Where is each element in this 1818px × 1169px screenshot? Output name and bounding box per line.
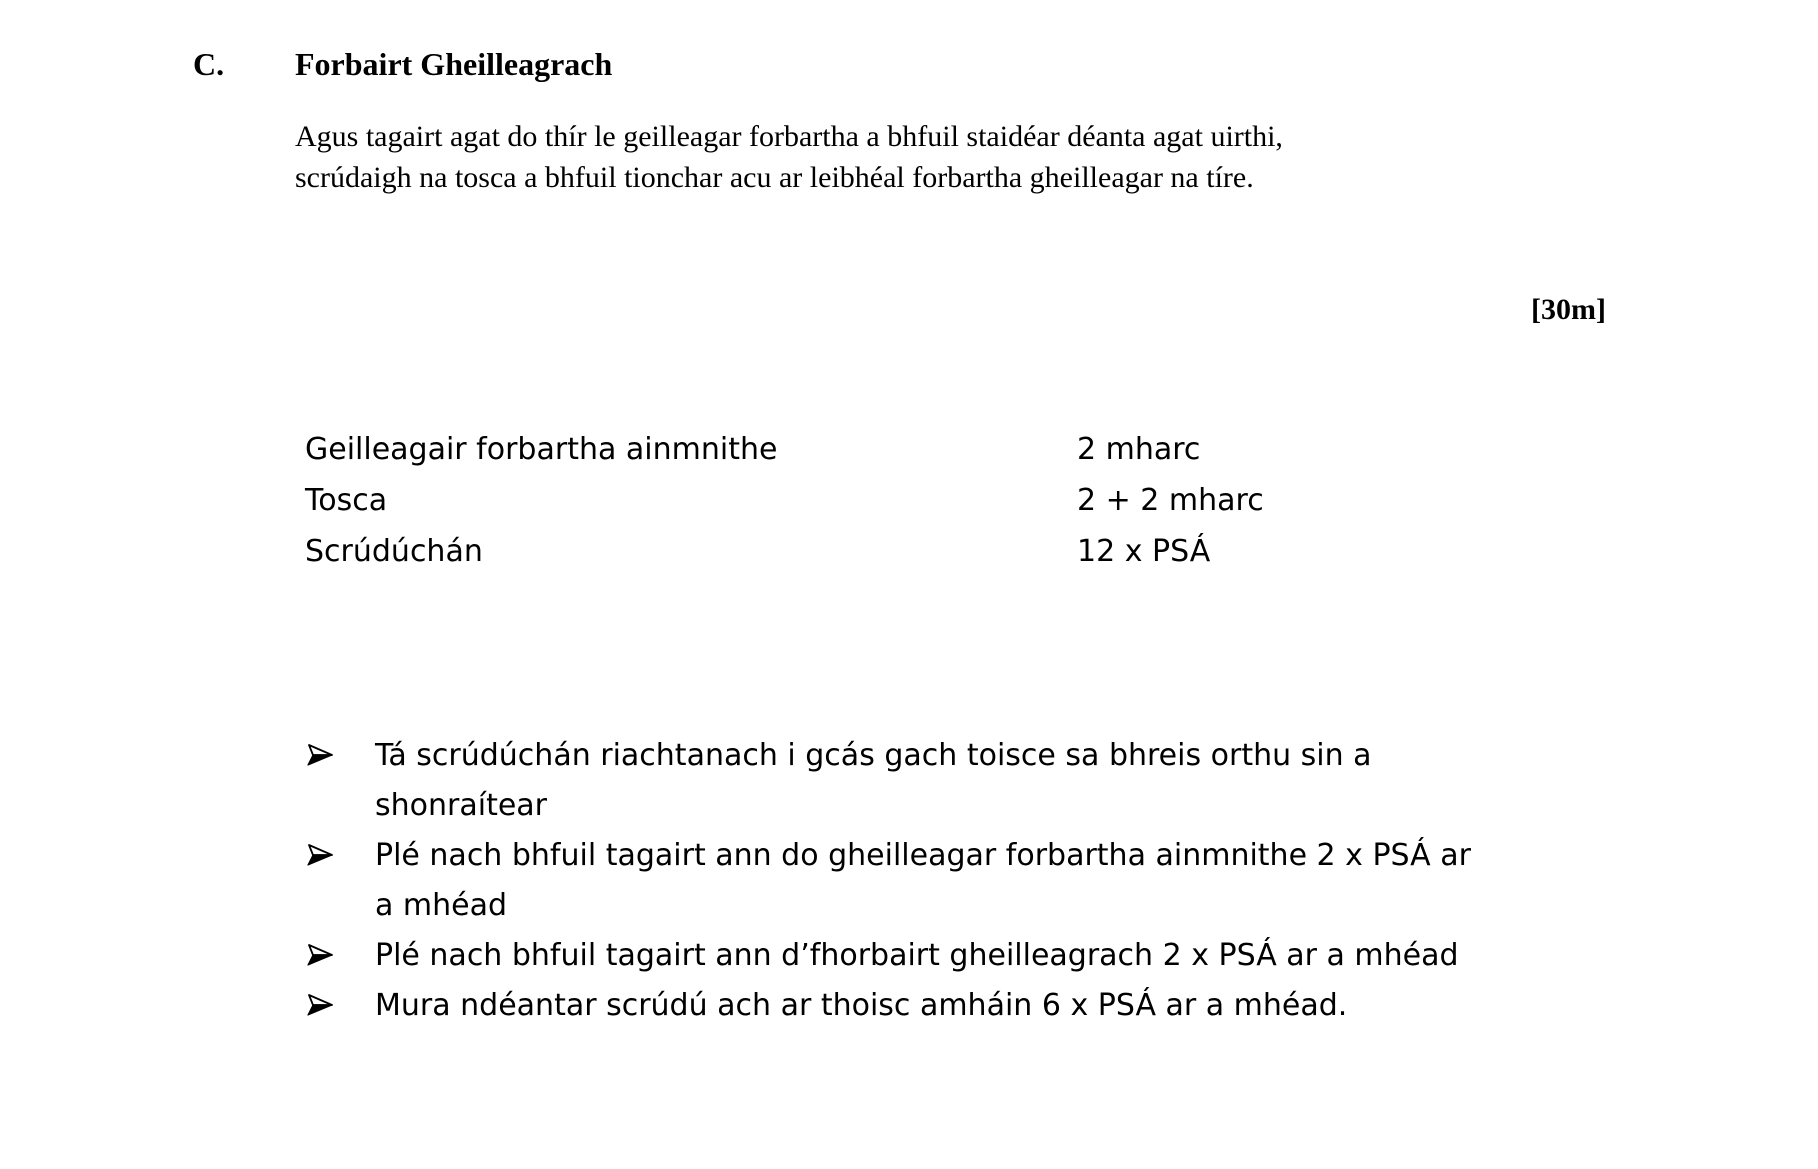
note-line: Tá scrúdúchán riachtanach i gcás gach toisce sa bhreis orthu sin a (375, 738, 1372, 773)
marks-total: [30m] (1531, 293, 1606, 326)
section-title: Forbairt Gheilleagrach (295, 46, 613, 82)
scheme-item-marks: 2 + 2 mharc (1077, 483, 1264, 518)
table-row (305, 424, 1264, 475)
scheme-item-marks: 2 mharc (1077, 432, 1201, 467)
note-line: shonraítear (375, 788, 548, 823)
list-item (307, 931, 1471, 981)
note-line: a mhéad (375, 888, 508, 923)
scheme-item-marks: 12 x PSÁ (1077, 534, 1211, 569)
list-item (307, 981, 1471, 1031)
list-item (307, 731, 1471, 831)
note-line: Mura ndéantar scrúdú ach ar thoisc amháin 6 x PSÁ ar a mhéad. (375, 988, 1348, 1023)
note-text (375, 731, 1372, 831)
scheme-item-label: Geilleagair forbartha ainmnithe (305, 432, 778, 467)
table-row (305, 526, 1264, 577)
table-row (305, 475, 1264, 526)
note-text (375, 931, 1459, 981)
question-line: Agus tagairt agat do thír le geilleagar forbartha a bhfuil staidéar déanta agat uirthi, (295, 120, 1283, 153)
arrowhead-bullet-icon (307, 931, 375, 967)
arrowhead-bullet-icon (307, 981, 375, 1017)
note-line: Plé nach bhfuil tagairt ann d’fhorbairt gheilleagrach 2 x PSÁ ar a mhéad (375, 938, 1459, 973)
marking-scheme-table (305, 424, 1264, 577)
note-line: Plé nach bhfuil tagairt ann do gheilleagar forbartha ainmnithe 2 x PSÁ ar (375, 838, 1471, 873)
scheme-item-label: Tosca (305, 483, 388, 518)
arrowhead-bullet-icon (307, 831, 375, 867)
notes-list (307, 731, 1471, 1031)
question-text (295, 116, 1283, 198)
note-text (375, 831, 1471, 931)
scheme-item-label: Scrúdúchán (305, 534, 483, 569)
question-line: scrúdaigh na tosca a bhfuil tionchar acu ar leibhéal forbartha gheilleagar na tíre. (295, 161, 1254, 194)
note-text (375, 981, 1347, 1031)
arrowhead-bullet-icon (307, 731, 375, 767)
section-label: C. (193, 46, 225, 82)
list-item (307, 831, 1471, 931)
